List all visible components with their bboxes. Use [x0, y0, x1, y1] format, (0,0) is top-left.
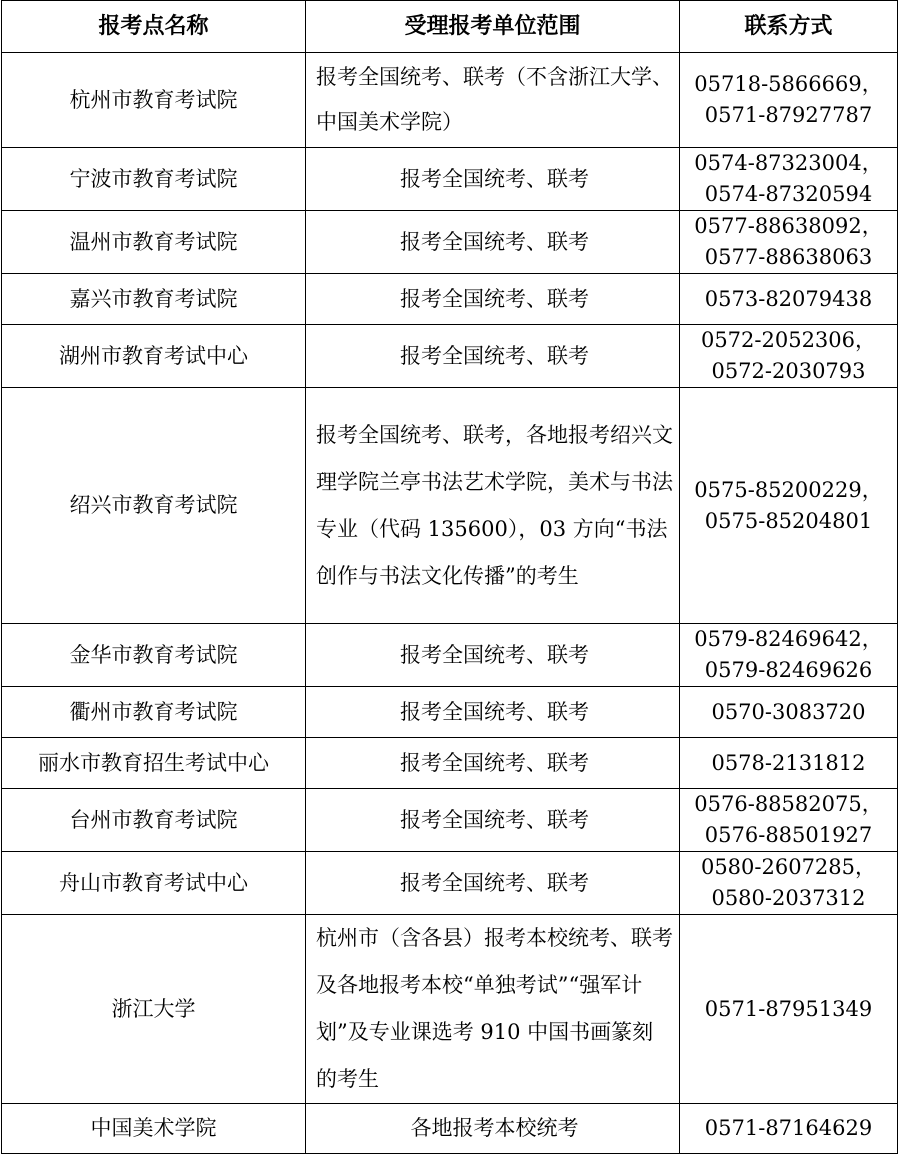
phone-number: 0570-3083720 — [711, 699, 866, 724]
site-contact — [680, 325, 898, 388]
phone-number: 0571-87951349 — [704, 996, 873, 1021]
site-name: 宁波市教育考试院 — [2, 148, 306, 211]
site-scope: 杭州市（含各县）报考本校统考、联考及各地报考本校“单独考试”“强军计划”及专业课选考 910 中国书画篆刻的考生 — [306, 915, 680, 1104]
table-row — [2, 1104, 898, 1154]
site-scope: 报考全国统考、联考 — [306, 211, 680, 274]
phone-number: 0571-87164629 — [704, 1116, 873, 1140]
phone-number: 0572-2052306， — [700, 328, 877, 352]
site-contact — [680, 852, 898, 915]
phone-number: 0575-85204801 — [704, 508, 873, 533]
site-scope: 报考全国统考、联考 — [306, 624, 680, 687]
site-scope: 报考全国统考、联考 — [306, 687, 680, 738]
phone-number: 0580-2607285， — [700, 855, 877, 879]
site-contact — [680, 915, 898, 1104]
site-scope: 报考全国统考、联考 — [306, 852, 680, 915]
site-contact — [680, 274, 898, 325]
site-scope: 报考全国统考、联考，各地报考绍兴文理学院兰亭书法艺术学院，美术与书法专业（代码 135600），03 方向“书法创作与书法文化传播”的考生 — [306, 388, 680, 624]
header-site-name: 报考点名称 — [2, 1, 306, 53]
header-contact: 联系方式 — [680, 1, 898, 53]
table-row — [2, 687, 898, 738]
table-row — [2, 852, 898, 915]
table-row — [2, 148, 898, 211]
site-name: 绍兴市教育考试院 — [2, 388, 306, 624]
site-contact — [680, 388, 898, 624]
phone-number: 0574-87323004， — [694, 151, 883, 175]
phone-number: 0579-82469642， — [694, 627, 883, 651]
site-name: 丽水市教育招生考试中心 — [2, 738, 306, 789]
site-name: 金华市教育考试院 — [2, 624, 306, 687]
phone-number: 0580-2037312 — [711, 886, 866, 910]
table-row — [2, 624, 898, 687]
site-contact — [680, 624, 898, 687]
site-name: 台州市教育考试院 — [2, 789, 306, 852]
phone-number: 0572-2030793 — [711, 359, 866, 383]
site-contact — [680, 148, 898, 211]
table-header-row — [2, 1, 898, 53]
site-name: 嘉兴市教育考试院 — [2, 274, 306, 325]
table-row — [2, 53, 898, 148]
phone-number: 0576-88501927 — [704, 823, 873, 847]
site-scope: 报考全国统考、联考 — [306, 789, 680, 852]
site-name: 湖州市教育考试中心 — [2, 325, 306, 388]
phone-number: 0571-87927787 — [704, 103, 873, 127]
site-scope: 报考全国统考、联考 — [306, 738, 680, 789]
site-scope: 报考全国统考、联考 — [306, 274, 680, 325]
table-row — [2, 325, 898, 388]
exam-site-table — [1, 0, 898, 1154]
site-name: 杭州市教育考试院 — [2, 53, 306, 148]
phone-number: 0576-88582075， — [694, 792, 883, 816]
site-name: 浙江大学 — [2, 915, 306, 1104]
site-contact — [680, 53, 898, 148]
header-scope: 受理报考单位范围 — [306, 1, 680, 53]
site-contact — [680, 211, 898, 274]
table-row — [2, 789, 898, 852]
phone-number: 0577-88638092， — [694, 214, 883, 238]
table-row — [2, 274, 898, 325]
site-scope: 各地报考本校统考 — [306, 1104, 680, 1154]
site-name: 衢州市教育考试院 — [2, 687, 306, 738]
site-contact — [680, 738, 898, 789]
table-row — [2, 915, 898, 1104]
site-scope: 报考全国统考、联考 — [306, 148, 680, 211]
site-name: 舟山市教育考试中心 — [2, 852, 306, 915]
phone-number: 0577-88638063 — [704, 245, 873, 269]
phone-number: 05718-5866669， — [694, 72, 883, 96]
phone-number: 0579-82469626 — [704, 658, 873, 682]
site-contact — [680, 789, 898, 852]
table-row — [2, 211, 898, 274]
site-name: 中国美术学院 — [2, 1104, 306, 1154]
phone-number: 0574-87320594 — [704, 182, 873, 206]
site-scope: 报考全国统考、联考 — [306, 325, 680, 388]
table-row — [2, 388, 898, 624]
site-contact — [680, 687, 898, 738]
site-contact — [680, 1104, 898, 1154]
site-name: 温州市教育考试院 — [2, 211, 306, 274]
table-row — [2, 738, 898, 789]
site-scope: 报考全国统考、联考（不含浙江大学、中国美术学院） — [306, 53, 680, 148]
phone-number: 0573-82079438 — [704, 286, 873, 311]
phone-number: 0575-85200229， — [694, 477, 883, 502]
phone-number: 0578-2131812 — [711, 750, 866, 775]
